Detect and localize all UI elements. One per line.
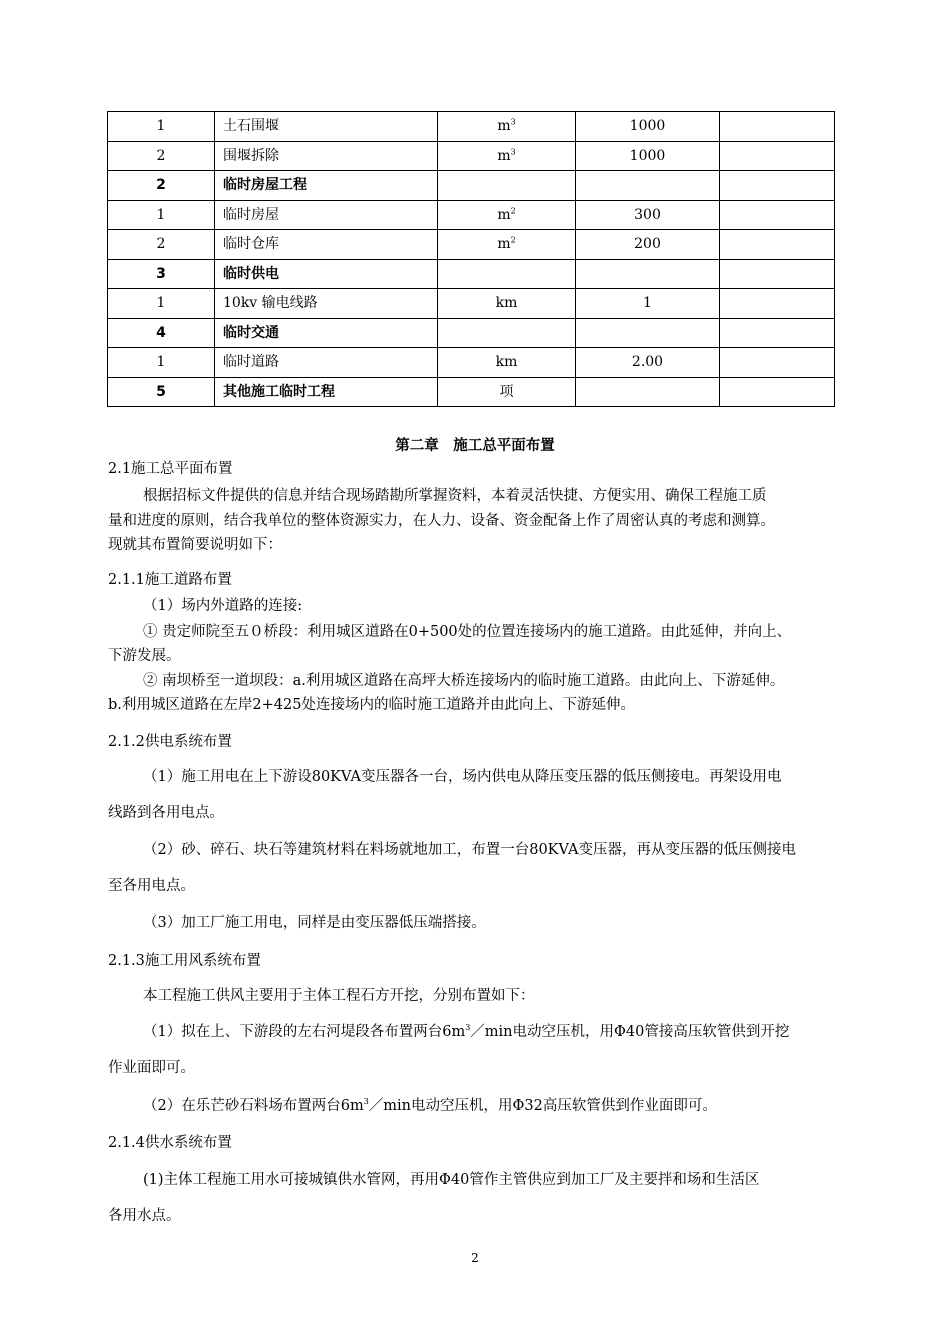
paragraph-line: ① 贵定师院至五０桥段：利用城区道路在0+500处的位置连接场内的施工道路。由此延伸，并向上、 xyxy=(143,624,792,640)
row-number-cell xyxy=(108,289,215,319)
item-name-cell-text: 土石围堰 xyxy=(223,118,279,135)
table-row xyxy=(108,348,835,378)
row-number-cell-text: 1 xyxy=(156,118,166,135)
page-number: 2 xyxy=(471,1251,479,1265)
unit-cell-text: km xyxy=(495,354,518,371)
section-heading-2-1-2: 2.1.2供电系统布置 xyxy=(108,734,232,750)
unit-exponent: 2 xyxy=(510,206,516,216)
item-name-cell xyxy=(215,318,438,348)
note-cell xyxy=(720,112,835,142)
unit-cell xyxy=(438,230,576,260)
item-name-cell xyxy=(215,171,438,201)
table-row xyxy=(108,259,835,289)
section-heading-2-1: 2.1施工总平面布置 xyxy=(108,461,233,477)
paragraph-line: （2）在乐芒砂石料场布置两台$6m^3/\min$电动空压机，用Φ32高压软管供到作业面即可。 xyxy=(143,1097,717,1114)
row-number-cell xyxy=(108,318,215,348)
unit-cell xyxy=(438,141,576,171)
paragraph-line: 下游发展。 xyxy=(108,648,181,664)
table-row xyxy=(108,289,835,319)
paragraph-line: (1)主体工程施工用水可接城镇供水管网，再用Φ40管作主管供应到加工厂及主要拌和场和生活区 xyxy=(143,1172,760,1188)
row-number-cell-text: 1 xyxy=(156,206,166,223)
paragraph-line: 至各用电点。 xyxy=(108,878,195,894)
unit-cell xyxy=(438,289,576,319)
unit-cell xyxy=(438,377,576,407)
quantity-cell-text: 1 xyxy=(643,295,652,312)
item-name-cell-text: 10kv 输电线路 xyxy=(223,295,318,312)
paragraph-line: 现就其布置简要说明如下： xyxy=(108,537,282,553)
quantity-cell xyxy=(576,348,720,378)
note-cell xyxy=(720,348,835,378)
unit-cell-text: m xyxy=(497,147,511,164)
table-row xyxy=(108,318,835,348)
row-number-cell xyxy=(108,200,215,230)
section-heading-2-1-1: 2.1.1施工道路布置 xyxy=(108,572,232,588)
row-number-cell-text: 4 xyxy=(156,324,166,341)
row-number-cell-text: 2 xyxy=(156,236,166,253)
quantity-table xyxy=(107,111,835,407)
quantity-cell xyxy=(576,141,720,171)
item-name-cell xyxy=(215,230,438,260)
row-number-cell xyxy=(108,230,215,260)
quantity-cell xyxy=(576,112,720,142)
quantity-cell xyxy=(576,377,720,407)
quantity-cell-text: 1000 xyxy=(629,147,666,164)
item-name-cell-text: 其他施工临时工程 xyxy=(223,383,335,400)
row-number-cell-text: 2 xyxy=(156,147,166,164)
chapter-title: 第二章 施工总平面布置 xyxy=(395,438,555,454)
unit-cell xyxy=(438,348,576,378)
table-row xyxy=(108,200,835,230)
section-heading-2-1-3: 2.1.3施工用风系统布置 xyxy=(108,953,261,969)
quantity-cell xyxy=(576,200,720,230)
quantity-cell-text: 2.00 xyxy=(631,354,664,371)
table-row xyxy=(108,112,835,142)
unit-cell-text: 项 xyxy=(499,383,514,400)
item-name-cell-text: 临时房屋 xyxy=(223,206,279,223)
quantity-cell xyxy=(576,230,720,260)
note-cell xyxy=(720,318,835,348)
unit-cell xyxy=(438,112,576,142)
paragraph-line: ② 南坝桥至一道坝段：a.利用城区道路在高坪大桥连接场内的临时施工道路。由此向上、下游延伸。 xyxy=(143,673,785,689)
row-number-cell xyxy=(108,112,215,142)
table-row xyxy=(108,141,835,171)
unit-exponent: 2 xyxy=(510,235,516,245)
note-cell xyxy=(720,377,835,407)
paragraph-line: （1）拟在上、下游段的左右河堤段各布置两台$6m^3/\min$电动空压机，用Φ40管接高压软管供到开挖 xyxy=(143,1023,790,1040)
row-number-cell xyxy=(108,348,215,378)
quantity-cell-text: 200 xyxy=(634,236,661,253)
item-name-cell xyxy=(215,289,438,319)
paragraph-line: （1）施工用电在上下游设80KVA变压器各一台，场内供电从降压变压器的低压侧接电。再架设用电 xyxy=(143,769,782,785)
quantity-cell xyxy=(576,318,720,348)
unit-cell-text: m xyxy=(497,236,511,253)
paragraph-line: 根据招标文件提供的信息并结合现场踏勘所掌握资料，本着灵活快捷、方便实用、确保工程施工质 xyxy=(143,488,767,504)
paragraph-line: （2）砂、碎石、块石等建筑材料在料场就地加工，布置一台80KVA变压器，再从变压器的低压侧接电 xyxy=(143,842,796,858)
paragraph-line: b.利用城区道路在左岸2+425处连接场内的临时施工道路并由此向上、下游延伸。 xyxy=(108,697,635,713)
section-heading-2-1-4: 2.1.4供水系统布置 xyxy=(108,1135,232,1151)
quantity-table-body xyxy=(108,112,835,407)
paragraph-line: （3）加工厂施工用电，同样是由变压器低压端搭接。 xyxy=(143,915,486,931)
paragraph-line: 本工程施工供风主要用于主体工程石方开挖，分别布置如下： xyxy=(143,988,535,1004)
paragraph-line: （1）场内外道路的连接: xyxy=(143,598,303,614)
unit-cell-text: m xyxy=(497,118,511,135)
row-number-cell xyxy=(108,141,215,171)
quantity-cell xyxy=(576,171,720,201)
table-row xyxy=(108,230,835,260)
paragraph-line: 各用水点。 xyxy=(108,1208,181,1224)
paragraph-line: 作业面即可。 xyxy=(108,1060,195,1076)
row-number-cell-text: 2 xyxy=(156,177,166,194)
item-name-cell-text: 围堰拆除 xyxy=(223,147,279,164)
row-number-cell xyxy=(108,171,215,201)
row-number-cell xyxy=(108,377,215,407)
paragraph-line: 线路到各用电点。 xyxy=(108,805,224,821)
note-cell xyxy=(720,289,835,319)
row-number-cell-text: 3 xyxy=(156,265,166,282)
unit-cell xyxy=(438,200,576,230)
unit-cell xyxy=(438,318,576,348)
unit-cell-text: m xyxy=(497,206,511,223)
item-name-cell xyxy=(215,259,438,289)
item-name-cell-text: 临时仓库 xyxy=(223,236,279,253)
table-row xyxy=(108,171,835,201)
item-name-cell-text: 临时供电 xyxy=(223,265,279,282)
note-cell xyxy=(720,171,835,201)
quantity-cell-text: 1000 xyxy=(629,118,666,135)
note-cell xyxy=(720,200,835,230)
row-number-cell xyxy=(108,259,215,289)
row-number-cell-text: 1 xyxy=(156,295,166,312)
note-cell xyxy=(720,259,835,289)
item-name-cell xyxy=(215,200,438,230)
row-number-cell-text: 5 xyxy=(156,383,166,400)
unit-cell-text: km xyxy=(495,295,518,312)
quantity-cell-text: 300 xyxy=(634,206,661,223)
paragraph-line: 量和进度的原则，结合我单位的整体资源实力，在人力、设备、资金配备上作了周密认真的考虑和测算。 xyxy=(108,513,775,529)
item-name-cell-text: 临时交通 xyxy=(223,324,279,341)
row-number-cell-text: 1 xyxy=(156,354,166,371)
unit-exponent: 3 xyxy=(510,147,516,157)
item-name-cell-text: 临时房屋工程 xyxy=(223,177,307,194)
table-row xyxy=(108,377,835,407)
unit-exponent: 3 xyxy=(510,117,516,127)
item-name-cell-text: 临时道路 xyxy=(223,354,279,371)
note-cell xyxy=(720,230,835,260)
note-cell xyxy=(720,141,835,171)
quantity-cell xyxy=(576,259,720,289)
unit-cell xyxy=(438,171,576,201)
item-name-cell xyxy=(215,112,438,142)
item-name-cell xyxy=(215,377,438,407)
item-name-cell xyxy=(215,348,438,378)
unit-cell xyxy=(438,259,576,289)
quantity-cell xyxy=(576,289,720,319)
item-name-cell xyxy=(215,141,438,171)
